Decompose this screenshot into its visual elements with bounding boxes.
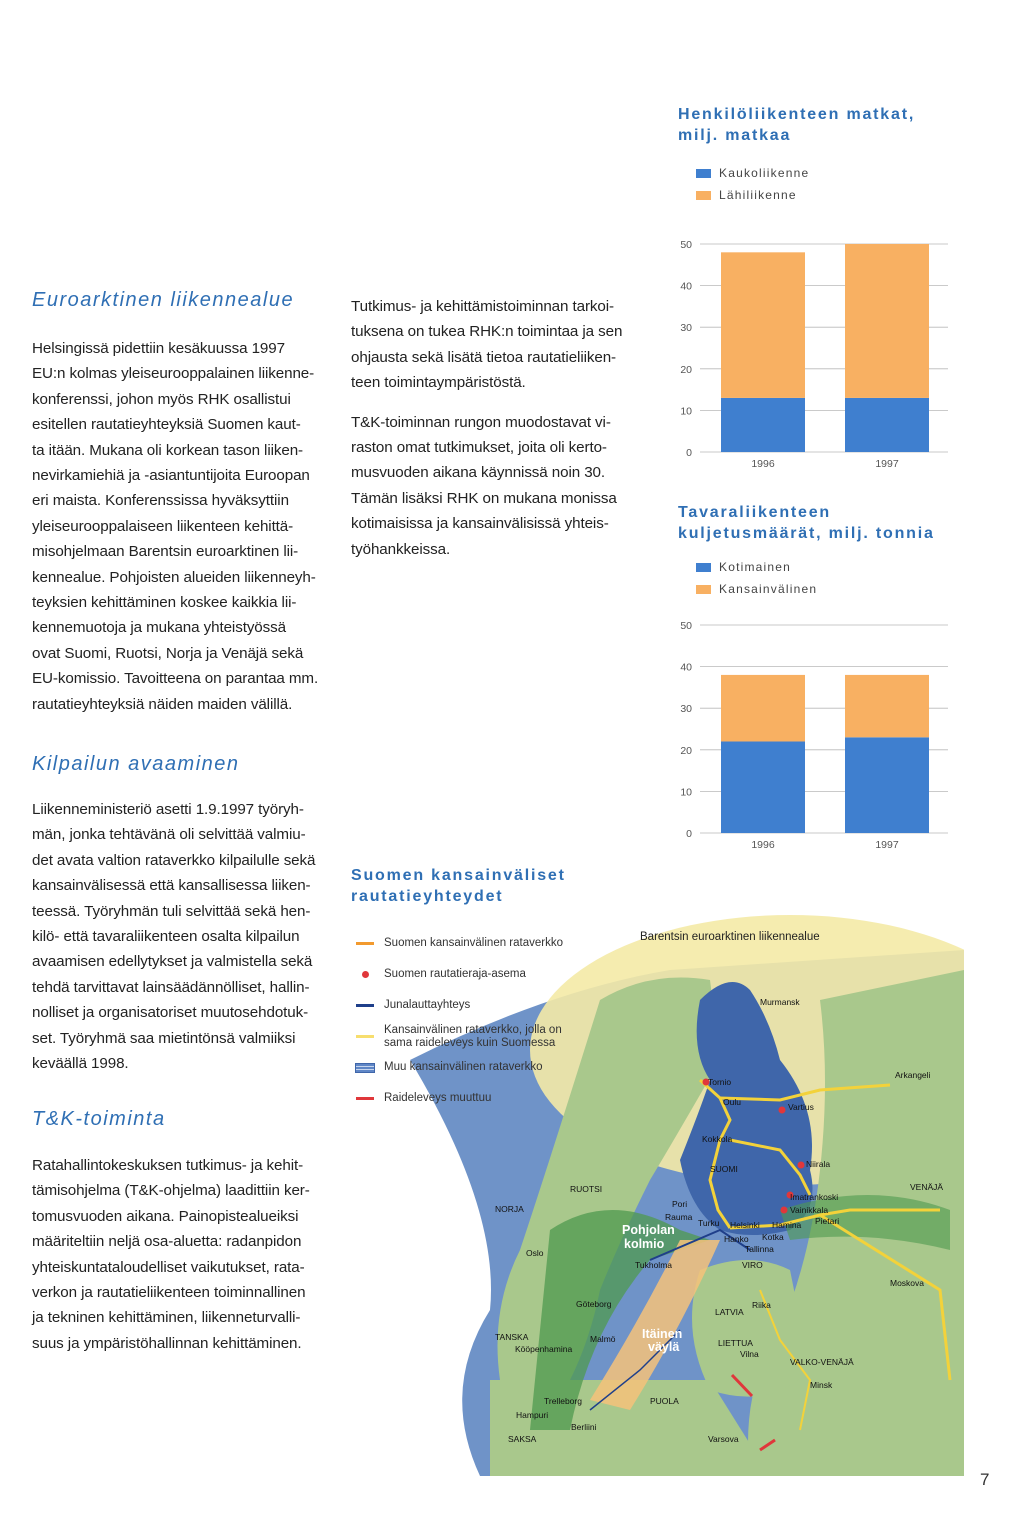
text-line: keväällä 1998. bbox=[32, 1055, 129, 1073]
text-line: raston omat tutkimukset, joita oli kerto- bbox=[351, 439, 607, 457]
y-tick-label: 50 bbox=[680, 620, 692, 632]
text-line: ovat Suomi, Ruotsi, Norja ja Venäjä sekä bbox=[32, 644, 304, 662]
map-title-line: Suomen kansainväliset bbox=[351, 867, 566, 884]
y-tick-label: 50 bbox=[680, 239, 692, 251]
corridor-label: kolmio bbox=[624, 1237, 665, 1251]
map-legend bbox=[350, 928, 590, 1114]
y-tick-label: 0 bbox=[686, 447, 692, 459]
legend-swatch bbox=[696, 563, 711, 572]
section-body bbox=[32, 1153, 332, 1356]
text-line: teyksien kehittäminen koskee kaikkia lii- bbox=[32, 594, 297, 612]
place-label: Vartius bbox=[788, 1102, 814, 1112]
striped-box-icon bbox=[350, 1063, 380, 1073]
section-kilpailu bbox=[32, 753, 332, 1076]
text-line: ja tekninen kehittäminen, liikenneturvalli- bbox=[32, 1309, 301, 1327]
legend-label: Kansainvälinen bbox=[719, 582, 818, 596]
text-line: konferenssi, johon myös RHK osallistui bbox=[32, 390, 291, 408]
x-tick-label: 1997 bbox=[875, 458, 899, 470]
map-legend-item bbox=[350, 1083, 590, 1114]
place-label: Hampuri bbox=[516, 1410, 549, 1420]
text-line: män, jonka tehtävänä oli selvittää valmiu- bbox=[32, 826, 306, 844]
text-line: EU:n kolmas yleiseurooppalainen liikenne- bbox=[32, 365, 315, 383]
middle-column-text bbox=[351, 294, 651, 562]
section-euroarktinen bbox=[32, 289, 332, 717]
map-legend-item bbox=[350, 990, 590, 1021]
section-heading: T&K-toiminta bbox=[32, 1108, 166, 1130]
red-line-icon bbox=[350, 1097, 380, 1100]
text-line: eri maista. Konferenssissa hyväksyttiin bbox=[32, 492, 289, 510]
border-station-icon bbox=[779, 1107, 786, 1114]
bar-segment bbox=[845, 737, 929, 833]
place-label: Rauma bbox=[665, 1212, 693, 1222]
y-tick-label: 40 bbox=[680, 661, 692, 674]
text-line: nolliset ja organisatoriset muutosehdotuk- bbox=[32, 1004, 309, 1022]
y-tick-label: 0 bbox=[686, 828, 692, 840]
place-label: Berliini bbox=[571, 1422, 597, 1432]
map-legend-item bbox=[350, 1052, 590, 1083]
y-tick-label: 30 bbox=[680, 322, 692, 335]
place-label: Tukholma bbox=[635, 1260, 673, 1270]
place-label: Vainikkala bbox=[790, 1205, 829, 1215]
map-title bbox=[351, 865, 671, 907]
chart-title bbox=[670, 104, 970, 146]
bar-segment bbox=[721, 398, 805, 452]
bar-segment bbox=[845, 244, 929, 398]
map-legend-line: Junalauttayhteys bbox=[384, 999, 471, 1011]
text-line: kennemuotoja ja mukana yhteistyössä bbox=[32, 619, 286, 637]
chart-legend bbox=[670, 162, 970, 206]
text-line: Ratahallintokeskuksen tutkimus- ja kehit- bbox=[32, 1157, 304, 1174]
text-line: det avata valtion rataverkko kilpailulle sekä bbox=[32, 851, 316, 869]
legend-swatch bbox=[696, 169, 711, 178]
bar-segment bbox=[845, 675, 929, 737]
place-label: LIETTUA bbox=[718, 1338, 753, 1348]
paragraph bbox=[351, 410, 651, 562]
x-tick-label: 1997 bbox=[875, 839, 899, 851]
text-line: yleiseurooppalaiseen liikenteen kehittä- bbox=[32, 517, 294, 535]
text-line: tehdä tarvittavat lainsäädännölliset, hallin- bbox=[32, 978, 310, 996]
map-legend-line: sama raideleveys kuin Suomessa bbox=[384, 1036, 556, 1049]
legend-item bbox=[696, 184, 970, 206]
map-legend-line: Suomen kansainvälinen rataverkko bbox=[384, 937, 563, 949]
map-title-line: rautatieyhteydet bbox=[351, 888, 504, 905]
map-legend-label bbox=[384, 1061, 543, 1074]
text-line: set. Työryhmä saa mietintönsä valmiiksi bbox=[32, 1029, 296, 1047]
place-label: Kotka bbox=[762, 1232, 784, 1242]
bar-segment bbox=[721, 675, 805, 742]
bar-segment bbox=[721, 741, 805, 833]
map-legend-line: Suomen rautatieraja-asema bbox=[384, 968, 526, 980]
place-label: Tallinna bbox=[745, 1244, 774, 1254]
corridor-label: Itäinen bbox=[642, 1327, 683, 1341]
red-circle-icon bbox=[350, 970, 380, 979]
text-line: työhankkeissa. bbox=[351, 540, 451, 558]
place-label: TANSKA bbox=[495, 1332, 529, 1342]
place-label: Göteborg bbox=[576, 1299, 612, 1309]
text-line: tuksena on tukea RHK:n toimintaa ja sen bbox=[351, 323, 623, 341]
text-line: misohjelmaan Barentsin euroarktinen lii- bbox=[32, 543, 299, 561]
border-station-icon bbox=[798, 1162, 805, 1169]
x-tick-label: 1996 bbox=[751, 839, 775, 851]
place-label: Oulu bbox=[723, 1097, 741, 1107]
legend-swatch bbox=[696, 585, 711, 594]
place-label: VENÄJÄ bbox=[910, 1182, 944, 1192]
text-line: tomusvuoden aikana. Painopistealueiksi bbox=[32, 1207, 299, 1225]
map-legend-label bbox=[384, 1024, 562, 1050]
section-heading: Kilpailun avaaminen bbox=[32, 753, 240, 775]
place-label: Niirala bbox=[806, 1159, 831, 1169]
text-line: kotimaisissa ja kansainvälisissä yhteis- bbox=[351, 515, 609, 533]
text-line: ohjausta sekä lisätä tietoa rautatieliiken- bbox=[351, 348, 617, 366]
paragraph bbox=[351, 294, 651, 396]
x-tick-label: 1996 bbox=[751, 458, 775, 470]
text-line: kansainvälisessä että kansallisessa liiken- bbox=[32, 877, 311, 895]
chart-title-line: Henkilöliikenteen matkat, bbox=[678, 106, 916, 123]
section-heading: Euroarktinen liikennealue bbox=[32, 289, 295, 311]
place-label: Minsk bbox=[810, 1380, 833, 1390]
text-line: nevirkamiehiä ja -asiantuntijoita Euroopan bbox=[32, 467, 310, 485]
place-label: Kööpenhamina bbox=[515, 1344, 573, 1354]
barents-banner: Barentsin euroarktinen liikennealue bbox=[640, 931, 820, 943]
y-tick-label: 40 bbox=[680, 280, 692, 293]
text-line: ta itään. Mukana oli korkean tason liiken- bbox=[32, 441, 304, 459]
place-label: Vilna bbox=[740, 1349, 759, 1359]
map-legend-line: Raideleveys muuttuu bbox=[384, 1092, 492, 1104]
yellow-line-icon bbox=[350, 1035, 380, 1038]
legend-item bbox=[696, 162, 970, 184]
map-legend-line: Muu kansainvälinen rataverkko bbox=[384, 1061, 543, 1073]
map-legend-item bbox=[350, 928, 590, 959]
border-station-icon bbox=[781, 1207, 788, 1214]
text-line: määriteltiin neljä osa-aluetta: radanpidon bbox=[32, 1233, 302, 1251]
chart-tavaraliikenne bbox=[672, 502, 972, 600]
place-label: SAKSA bbox=[508, 1434, 537, 1444]
legend-swatch bbox=[696, 191, 711, 200]
text-line: kilö- että tavaraliikenteen osalta kilpailun bbox=[32, 928, 300, 946]
text-line: T&K-toiminnan rungon muodostavat vi- bbox=[351, 413, 611, 431]
chart-title-line: Tavaraliikenteen bbox=[678, 504, 832, 521]
section-body bbox=[32, 797, 332, 1076]
map-legend-label bbox=[384, 1092, 491, 1105]
corridor-label: väylä bbox=[648, 1340, 680, 1354]
map-legend-line: Kansainvälinen rataverkko, jolla on bbox=[384, 1023, 562, 1036]
place-label: Helsinki bbox=[730, 1220, 760, 1230]
text-line: Tämän lisäksi RHK on mukana monissa bbox=[351, 489, 617, 507]
place-label: Varsova bbox=[708, 1434, 739, 1444]
legend-item bbox=[696, 578, 972, 600]
place-label: Moskova bbox=[890, 1278, 925, 1288]
bar-segment bbox=[845, 398, 929, 452]
section-body bbox=[32, 336, 332, 717]
text-line: Tutkimus- ja kehittämistoiminnan tarkoi- bbox=[351, 298, 614, 315]
legend-label: Kaukoliikenne bbox=[719, 166, 810, 180]
section-tk bbox=[32, 1108, 332, 1356]
text-line: musvuoden aikana käynnissä noin 30. bbox=[351, 464, 606, 482]
text-line: EU-komissio. Tavoitteena on parantaa mm. bbox=[32, 670, 319, 688]
text-line: Helsingissä pidettiin kesäkuussa 1997 bbox=[32, 340, 285, 357]
place-label: VIRO bbox=[742, 1260, 763, 1270]
legend-label: Lähiliikenne bbox=[719, 188, 797, 202]
place-label: Hamina bbox=[772, 1220, 802, 1230]
chart-title-line: milj. matkaa bbox=[678, 127, 792, 144]
text-line: suus ja ympäristöhallinnan kehittäminen. bbox=[32, 1334, 302, 1352]
orange-line-icon bbox=[350, 942, 380, 945]
chart-legend bbox=[672, 556, 972, 600]
place-label: Malmö bbox=[590, 1334, 616, 1344]
place-label: Pietari bbox=[815, 1216, 840, 1226]
chart-title-line: kuljetusmäärät, milj. tonnia bbox=[678, 525, 935, 542]
text-line: kennealue. Pohjoisten alueiden liikenneyh- bbox=[32, 568, 316, 586]
legend-label: Kotimainen bbox=[719, 560, 792, 574]
text-line: verkon ja rautatieliikenteen toiminnallinen bbox=[32, 1284, 306, 1302]
text-line: teessä. Työryhmän tuli selvittää sekä hen- bbox=[32, 902, 311, 920]
place-label: Oslo bbox=[526, 1248, 544, 1258]
text-line: esitellen rautatieyhteyksiä Suomen kaut- bbox=[32, 416, 301, 434]
place-label: Pori bbox=[672, 1199, 688, 1209]
map-legend-item bbox=[350, 1021, 590, 1052]
place-label: Trelleborg bbox=[544, 1396, 582, 1406]
y-tick-label: 10 bbox=[680, 786, 692, 799]
place-label: Tornio bbox=[708, 1077, 732, 1087]
text-line: avaamisen edellytykset ja valmistella sekä bbox=[32, 953, 313, 971]
y-tick-label: 10 bbox=[680, 405, 692, 418]
blue-line-icon bbox=[350, 1004, 380, 1007]
map-legend-item bbox=[350, 959, 590, 990]
chart-title bbox=[672, 502, 972, 544]
page-number: 7 bbox=[980, 1470, 990, 1489]
chart-plot-henkiloliikenne bbox=[660, 232, 960, 482]
chart-henkiloliikenne bbox=[670, 104, 970, 206]
place-label: LATVIA bbox=[715, 1307, 744, 1317]
place-label: Arkangeli bbox=[895, 1070, 931, 1080]
text-line: rautatieyhteyksiä näiden maiden välillä. bbox=[32, 695, 293, 713]
place-label: VALKO-VENÄJÄ bbox=[790, 1357, 854, 1367]
place-label: Kokkola bbox=[702, 1134, 733, 1144]
text-line: Liikenneministeriö asetti 1.9.1997 työryh- bbox=[32, 801, 304, 818]
map-legend-label bbox=[384, 937, 563, 950]
map-legend-label bbox=[384, 968, 526, 981]
y-tick-label: 20 bbox=[680, 363, 692, 376]
place-label: PUOLA bbox=[650, 1396, 679, 1406]
place-label: Murmansk bbox=[760, 997, 800, 1007]
place-label: Hanko bbox=[724, 1234, 749, 1244]
place-label: Turku bbox=[698, 1218, 720, 1228]
text-line: yhteiskuntataloudelliset vaikutukset, rata- bbox=[32, 1258, 305, 1276]
legend-item bbox=[696, 556, 972, 578]
map-legend-label bbox=[384, 999, 470, 1012]
place-label: Imatrankoski bbox=[790, 1192, 839, 1202]
corridor-label: Pohjolan bbox=[622, 1223, 675, 1237]
y-tick-label: 20 bbox=[680, 744, 692, 757]
bar-segment bbox=[721, 252, 805, 398]
place-label: SUOMI bbox=[710, 1164, 738, 1174]
place-label: NORJA bbox=[495, 1204, 524, 1214]
y-tick-label: 30 bbox=[680, 703, 692, 716]
place-label: RUOTSI bbox=[570, 1184, 603, 1194]
place-label: Riika bbox=[752, 1300, 771, 1310]
text-line: tämisohjelma (T&K-ohjelma) laadittiin ker- bbox=[32, 1182, 310, 1200]
text-line: teen toimintaympäristöstä. bbox=[351, 374, 526, 392]
chart-plot-tavaraliikenne bbox=[660, 613, 960, 863]
